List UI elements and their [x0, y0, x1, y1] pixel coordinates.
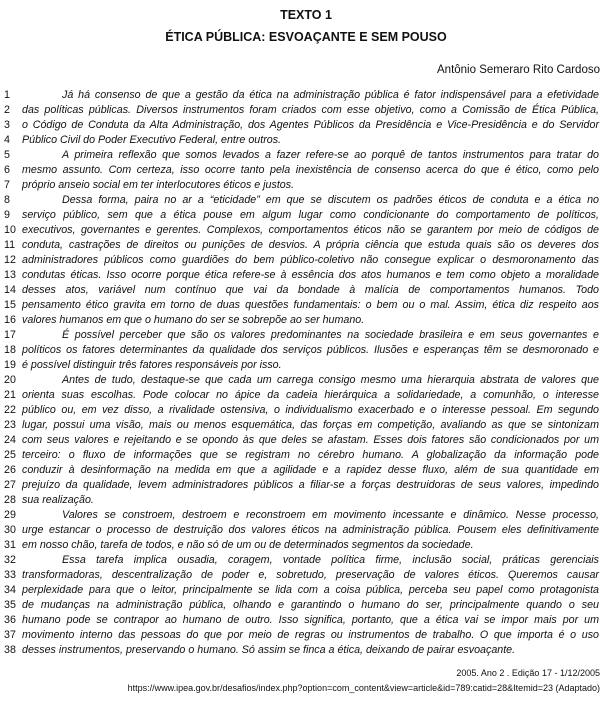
line-number: 36	[4, 614, 16, 626]
line-text: de mudanças na administração pública, olhando e garantindo o humano do ser, principalmente quando o seu	[22, 599, 599, 611]
line-number: 22	[4, 404, 16, 416]
text-line	[0, 538, 612, 553]
line-text: em nosso chão, tarefa de todos, e não só de um ou de determinados segmentos da sociedade.	[22, 539, 474, 551]
text-line	[0, 463, 612, 478]
line-number: 9	[4, 209, 10, 221]
line-number: 33	[4, 569, 16, 581]
line-text: próprio anseio social em ter interlocutores éticos e justos.	[22, 179, 295, 191]
line-text: É possível perceber que são os valores predominantes na sociedade brasileira e em seus governantes e	[62, 329, 599, 341]
author-name: Antônio Semeraro Rito Cardoso	[437, 64, 600, 76]
line-number: 20	[4, 374, 16, 386]
line-number: 8	[4, 194, 10, 206]
line-number: 27	[4, 479, 16, 491]
text-line	[0, 193, 612, 208]
text-line	[0, 133, 612, 148]
text-line	[0, 568, 612, 583]
article-title: ÉTICA PÚBLICA: ESVOAÇANTE E SEM POUSO	[165, 30, 447, 44]
line-text: pensamento ético gravita em torno de duas questões fundamentais: o bem ou o mal. Assim, ética diz respeito aos	[22, 299, 599, 311]
line-text: prejuízo da qualidade, levem administradores públicos a filiar-se a forças destruidoras de seus valores, impedindo	[22, 479, 599, 491]
line-text: serviço público, sem que a ética pouse em algum lugar como condicionante do comportamento de políticos,	[22, 209, 599, 221]
line-number: 23	[4, 419, 16, 431]
text-line	[0, 403, 612, 418]
text-line	[0, 523, 612, 538]
line-text: humano pode se contrapor ao humano de outro. Isso significa, portanto, que a ética vai se impor mais por um	[22, 614, 599, 626]
text-line	[0, 358, 612, 373]
line-number: 4	[4, 134, 10, 146]
line-number: 7	[4, 179, 10, 191]
text-line	[0, 478, 612, 493]
text-line	[0, 628, 612, 643]
line-number: 37	[4, 629, 16, 641]
source-url: https://www.ipea.gov.br/desafios/index.php?option=com_content&view=article&id=789:catid=28&Itemid=23 (Adaptado)	[127, 683, 600, 693]
line-number: 11	[4, 239, 16, 251]
line-text: conduzir à desinformação na medida em que a agilidade e a rapidez desse fluxo, além de sua quantidade em	[22, 464, 599, 476]
text-line	[0, 508, 612, 523]
text-line	[0, 268, 612, 283]
text-line	[0, 598, 612, 613]
line-text: público ou, em vez disso, a rivalidade ostensiva, o individualismo exacerbado e o interesse pessoal. Em segundo	[22, 404, 599, 416]
text-line	[0, 418, 612, 433]
line-text: mesmo assunto. Com certeza, isso ocorre tanto pela inexistência de consenso acerca do que é ético, como pelo	[22, 164, 599, 176]
line-text: Já há consenso de que a gestão da ética na administração pública é fator indispensável para a efetividade	[62, 89, 599, 101]
line-number: 35	[4, 599, 16, 611]
line-number: 21	[4, 389, 16, 401]
line-number: 16	[4, 314, 16, 326]
line-number: 31	[4, 539, 16, 551]
line-text: com seus valores e rejeitando e se opondo às que deles se afastam. Esses dois fatores são condicionados por um	[22, 434, 599, 446]
line-number: 12	[4, 254, 16, 266]
text-line	[0, 148, 612, 163]
line-number: 29	[4, 509, 16, 521]
line-text: desses atos, variável num contínuo que vai da bondade à malícia de comportamentos humanos. Todo	[22, 284, 599, 296]
line-number: 5	[4, 149, 10, 161]
text-line	[0, 103, 612, 118]
line-text: das políticas públicas. Diversos instrumentos foram criados com esse objetivo, como a Comissão de Ética Pública,	[22, 104, 599, 116]
text-line	[0, 493, 612, 508]
text-line	[0, 208, 612, 223]
article-body	[0, 88, 612, 658]
line-text: condutas éticas. Isso ocorre porque ética refere-se à essência dos atos humanos e tem como objeto a moralidade	[22, 269, 599, 281]
line-number: 26	[4, 464, 16, 476]
line-number: 30	[4, 524, 16, 536]
text-line	[0, 388, 612, 403]
line-text: é possível distinguir três fatores responsáveis por isso.	[22, 359, 282, 371]
line-number: 1	[4, 89, 10, 101]
line-text: lugar, possui uma visão, mais ou menos esquemática, das forças em competição, avaliando as que se sintonizam	[22, 419, 599, 431]
line-number: 38	[4, 644, 16, 656]
line-text: conduta, castrações de direitos ou punições de desvios. A própria ciência que estuda quais são os deveres dos	[22, 239, 599, 251]
text-line	[0, 343, 612, 358]
line-number: 25	[4, 449, 16, 461]
text-line	[0, 613, 612, 628]
line-text: o Código de Conduta da Alta Administração, dos Agentes Públicos da Presidência e Vice-Presidência e do Servidor	[22, 119, 599, 131]
line-number: 3	[4, 119, 10, 131]
line-text: Antes de tudo, destaque-se que cada um carrega consigo mesmo uma hierarquia abstrata de valores que	[62, 374, 599, 386]
text-line	[0, 118, 612, 133]
line-number: 13	[4, 269, 16, 281]
line-number: 14	[4, 284, 16, 296]
line-text: Dessa forma, paira no ar a “eticidade” em que se discutem os padrões éticos de conduta e a ética no	[62, 194, 599, 206]
line-number: 6	[4, 164, 10, 176]
text-line	[0, 223, 612, 238]
line-text: urge estancar o processo de destruição dos valores éticos na administração pública. Pousem eles definitivamente	[22, 524, 599, 536]
line-text: administradores públicos como guardiões do bem público-coletivo não consegue explicar o desmoronamento das	[22, 254, 599, 266]
text-line	[0, 238, 612, 253]
line-text: movimento interno das pessoas do que por meio de regras ou instrumentos de trabalho. O que importa é o uso	[22, 629, 599, 641]
text-line	[0, 313, 612, 328]
line-text: transformadoras, descentralização de poder e, sobretudo, preservação de valores éticos. Queremos causar	[22, 569, 599, 581]
line-text: políticos os fatores determinantes da qualidade dos serviços públicos. Ilusões e esperanças têm se desmoronado e	[22, 344, 599, 356]
text-line	[0, 163, 612, 178]
line-text: valores humanos em que o humano do ser se sobrepõe ao ser humano.	[22, 314, 365, 326]
line-text: desses instrumentos, preservando o humano. Só assim se finca a ética, deixando de pairar esvoaçante.	[22, 644, 516, 656]
line-number: 18	[4, 344, 16, 356]
text-line	[0, 328, 612, 343]
line-text: Valores se constroem, destroem e reconstroem em movimento incessante e dinâmico. Nesse processo,	[62, 509, 599, 521]
line-text: Público Civil do Poder Executivo Federal, entre outros.	[22, 134, 282, 146]
line-number: 34	[4, 584, 16, 596]
line-number: 24	[4, 434, 16, 446]
line-text: perplexidade para que o leitor, principalmente se lida com a coisa pública, perceba seu papel como protagonista	[22, 584, 599, 596]
text-line	[0, 88, 612, 103]
line-text: executivos, governantes e gerentes. Complexos, comportamentos éticos não se garantem por meio de códigos de	[22, 224, 599, 236]
text-line	[0, 298, 612, 313]
line-number: 10	[4, 224, 16, 236]
line-number: 15	[4, 299, 16, 311]
line-number: 2	[4, 104, 10, 116]
line-number: 32	[4, 554, 16, 566]
line-text: A primeira reflexão que somos levados a fazer refere-se ao porquê de tantos instrumentos para tratar do	[62, 149, 599, 161]
line-number: 19	[4, 359, 16, 371]
text-label: TEXTO 1	[280, 8, 332, 22]
line-text: sua realização.	[22, 494, 94, 506]
text-line	[0, 283, 612, 298]
text-line	[0, 253, 612, 268]
text-line	[0, 373, 612, 388]
text-line	[0, 178, 612, 193]
text-line	[0, 643, 612, 658]
line-number: 28	[4, 494, 16, 506]
line-text: Essa tarefa implica ousadia, coragem, vontade política firme, inclusão social, práticas gerenciais	[62, 554, 599, 566]
text-line	[0, 583, 612, 598]
text-line	[0, 553, 612, 568]
edition-info: 2005. Ano 2 . Edição 17 - 1/12/2005	[456, 668, 600, 678]
text-line	[0, 448, 612, 463]
line-text: orienta suas escolhas. Pode colocar no ápice da cadeia hierárquica a solidariedade, a comunhão, o interesse	[22, 389, 599, 401]
line-text: terceiro: o fluxo de informações que se registram no cérebro humano. A globalização da informação pode	[22, 449, 599, 461]
line-number: 17	[4, 329, 16, 341]
text-line	[0, 433, 612, 448]
